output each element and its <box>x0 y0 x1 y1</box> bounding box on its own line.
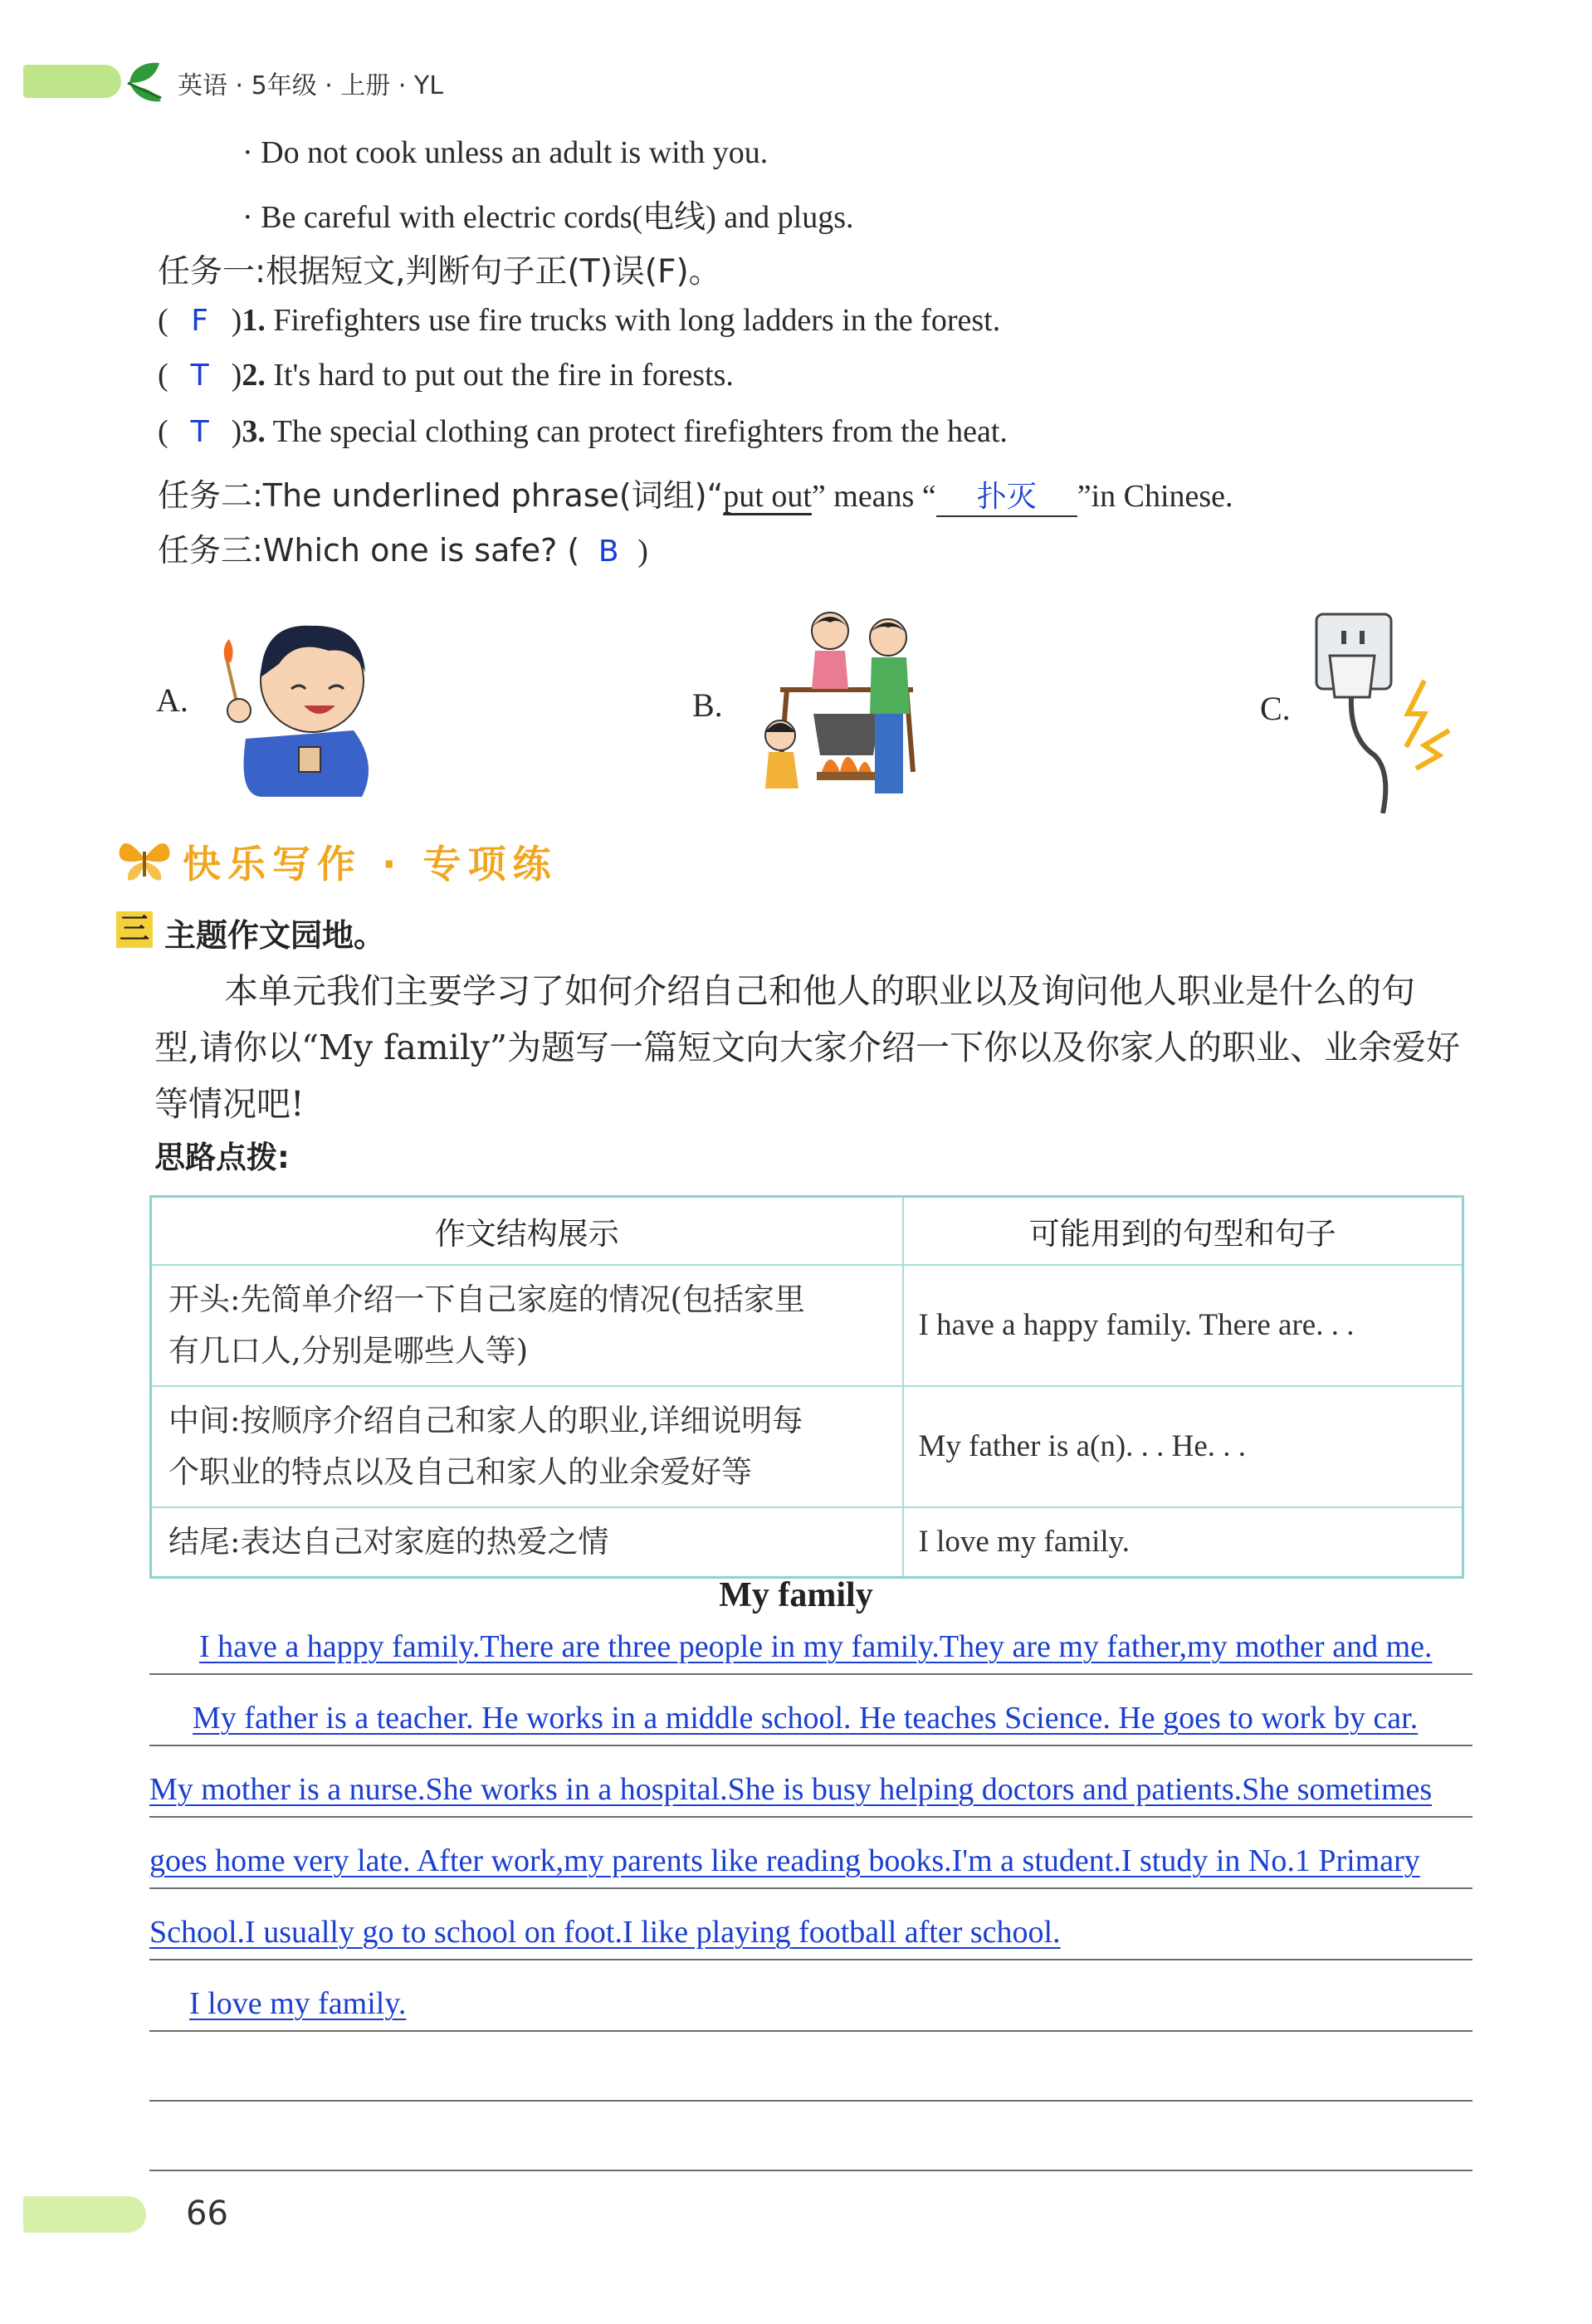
butterfly-icon <box>116 833 173 885</box>
essay-line: I love my family. <box>189 1986 407 2021</box>
broken-plug-socket-illustration <box>1300 606 1482 813</box>
option-label-b: B. <box>692 686 723 724</box>
task3-prefix: 任务三:Which one is safe? ( <box>158 532 580 569</box>
task2-prefix: 任务二:The underlined phrase(词组)“ <box>158 477 724 514</box>
essay-line: My father is a teacher. He works in a middle school. He teaches Science. He goes to work by car. <box>193 1701 1419 1736</box>
writing-rule <box>149 1745 1472 1746</box>
task2-question <box>158 470 1233 517</box>
writing-rule <box>149 1887 1472 1889</box>
essay-line: I have a happy family.There are three people in my family.They are my father,my mother and me. <box>199 1629 1433 1664</box>
table-row <box>151 1265 1463 1386</box>
sentence-cell: My father is a(n). . . He. . . <box>903 1386 1463 1507</box>
family-cooking-fire-illustration <box>747 606 955 805</box>
column-header: 作文结构展示 <box>151 1197 903 1265</box>
footer-accent-bar <box>23 2196 146 2233</box>
writing-rule <box>149 2170 1472 2171</box>
option-label-c: C. <box>1260 690 1291 727</box>
option-label-a: A. <box>156 681 188 719</box>
header-accent-bar <box>23 65 121 98</box>
structure-line: 有几口人,分别是哪些人等) <box>168 1332 529 1369</box>
writing-guide-table <box>149 1195 1464 1579</box>
prompt-line: 本单元我们主要学习了如何介绍自己和他人的职业以及询问他人职业是什么的句 <box>224 971 1415 1011</box>
column-header: 可能用到的句型和句子 <box>903 1197 1463 1265</box>
hint-label: 思路点拨: <box>154 1140 290 1175</box>
structure-line: 个职业的特点以及自己和家人的业余爱好等 <box>168 1453 752 1490</box>
prompt-line: 型,请你以“My family”为题写一篇短文向大家介绍一下你以及你家人的职业、业余爱好 <box>154 1028 1461 1067</box>
task3-question <box>158 525 648 570</box>
safety-tip: · Do not cook unless an adult is with you. <box>242 135 769 170</box>
table-header-row <box>151 1197 1463 1265</box>
task2-middle: ” means “ <box>811 479 936 514</box>
essay-line: School.I usually go to school on foot.I like playing football after school. <box>149 1915 1061 1950</box>
section-number-badge: 三 <box>116 911 153 948</box>
task2-answer: 扑灭 <box>976 480 1037 514</box>
question-number: 1. <box>242 303 266 338</box>
leaf-logo-icon <box>123 58 166 105</box>
essay-line: goes home very late. After work,my parents like reading books.I'm a student.I study in No.1 Primary <box>149 1843 1420 1878</box>
question-text: The special clothing can protect firefighters from the heat. <box>272 414 1008 449</box>
section-title: 快乐写作 · 专项练 <box>183 842 558 886</box>
safety-tip: · Be careful with electric cords(电线) and plugs. <box>242 200 854 235</box>
tf-question: ( F )1. Firefighters use fire trucks with long ladders in the forest. <box>158 303 1001 338</box>
task1-instruction: 任务一:根据短文,判断句子正(T)误(F)。 <box>158 253 721 290</box>
writing-rule <box>149 1959 1472 1960</box>
tf-answer: F <box>191 304 209 338</box>
structure-line: 开头:先简单介绍一下自己家庭的情况(包括家里 <box>168 1281 805 1317</box>
writing-rule <box>149 1816 1472 1818</box>
boy-with-match-illustration <box>212 606 378 797</box>
task3-answer: B <box>598 535 619 569</box>
task2-suffix: ”in Chinese. <box>1077 479 1233 514</box>
book-title: 英语 · 5年级 · 上册 · YL <box>178 71 443 100</box>
question-text: It's hard to put out the fire in forests. <box>273 358 734 393</box>
tf-question: ( T )2. It's hard to put out the fire in forests. <box>158 358 734 393</box>
question-number: 3. <box>242 414 266 449</box>
question-text: Firefighters use fire trucks with long ladders in the forest. <box>273 303 1001 338</box>
prompt-line: 等情况吧! <box>154 1084 305 1124</box>
task3-suffix: ) <box>637 534 648 569</box>
sentence-cell: I love my family. <box>903 1507 1463 1578</box>
structure-line: 中间:按顺序介绍自己和家人的职业,详细说明每 <box>168 1402 803 1438</box>
essay-line: My mother is a nurse.She works in a hospital.She is busy helping doctors and patients.She sometimes <box>149 1772 1433 1807</box>
writing-rule <box>149 2100 1472 2102</box>
table-row <box>151 1507 1463 1578</box>
writing-rule <box>149 2030 1472 2032</box>
structure-cell <box>151 1265 903 1386</box>
tf-question: ( T )3. The special clothing can protect firefighters from the heat. <box>158 414 1008 449</box>
page-number: 66 <box>186 2195 228 2233</box>
table-row <box>151 1386 1463 1507</box>
tf-answer: T <box>190 359 209 393</box>
structure-cell <box>151 1386 903 1507</box>
sentence-cell: I have a happy family. There are. . . <box>903 1265 1463 1386</box>
structure-line: 结尾:表达自己对家庭的热爱之情 <box>168 1523 609 1560</box>
tf-answer: T <box>190 415 209 449</box>
writing-rule <box>149 1673 1472 1675</box>
question-number: 2. <box>242 358 266 393</box>
essay-title: My family <box>719 1576 873 1614</box>
underlined-phrase: put out <box>723 479 812 514</box>
exercise-heading: 主题作文园地。 <box>164 917 386 954</box>
structure-cell <box>151 1507 903 1578</box>
